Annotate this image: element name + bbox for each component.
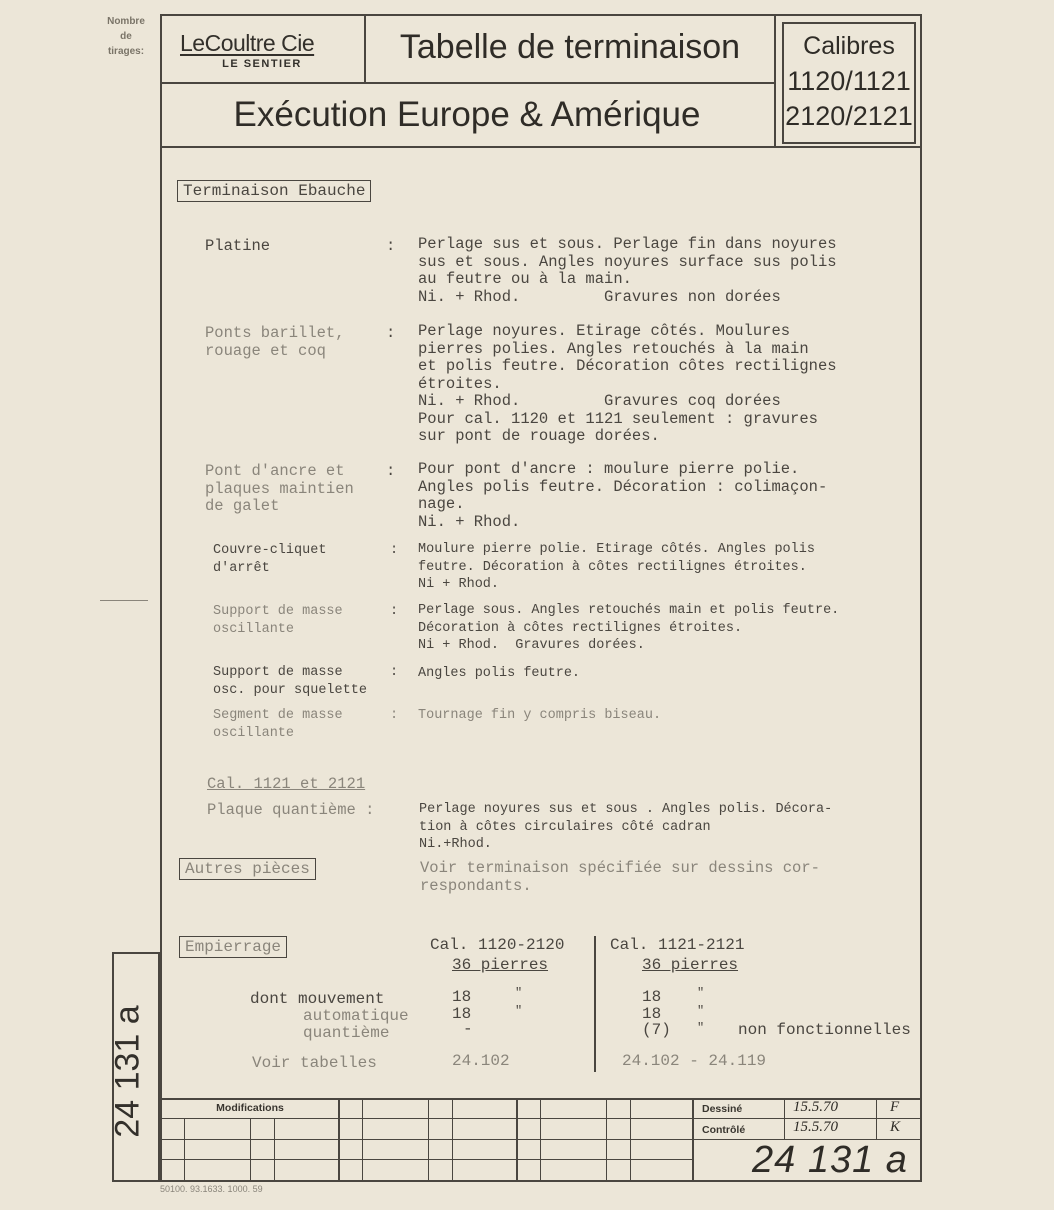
section-text: Perlage sous. Angles retouchés main et polis feutre. Décoration à côtes rectilignes étroites. Ni + Rhod. Gravures dorées.	[418, 603, 840, 653]
footer-col	[876, 1098, 877, 1140]
empierrage-col2-title: Cal. 1121-2121	[610, 936, 745, 954]
section-colon: :	[386, 462, 396, 480]
section-colon: :	[390, 665, 399, 680]
tirages-label: Nombre de tirages:	[107, 16, 145, 57]
section-colon: :	[390, 604, 399, 619]
controle-initial: K	[890, 1119, 901, 1135]
footer-col	[274, 1118, 275, 1182]
section-text: Tournage fin y compris biseau.	[418, 708, 662, 723]
empierrage-cell: 18	[452, 1005, 472, 1023]
margin-tick	[100, 600, 148, 601]
calibres-line-2: 2120/2121	[785, 101, 913, 131]
empierrage-cell: (7)	[642, 1021, 671, 1039]
section-text: Angles polis feutre.	[418, 666, 581, 681]
section-label: Support de masse oscillante	[213, 604, 343, 637]
section-text: Pour pont d'ancre : moulure pierre polie. Angles polis feutre. Décoration : colimaçon- nage. Ni. + Rhod.	[418, 460, 828, 531]
empierrage-heading: Empierrage	[179, 936, 287, 958]
calibres-label: Calibres	[803, 32, 895, 60]
controle-date: 15.5.70	[793, 1119, 838, 1135]
dessine-date: 15.5.70	[793, 1099, 838, 1115]
footer-col	[250, 1118, 251, 1182]
footer-col	[362, 1098, 363, 1182]
empierrage-cell: -	[463, 1020, 473, 1038]
empierrage-row-label: automatique	[303, 1007, 409, 1025]
ebauche-heading: Terminaison Ebauche	[177, 180, 371, 202]
empierrage-row-label: quantième	[303, 1024, 390, 1042]
empierrage-column-divider	[594, 936, 596, 1072]
empierrage-cell: 18	[642, 1005, 662, 1023]
cal1121-heading: Cal. 1121 et 2121	[207, 775, 366, 793]
footer-col	[184, 1118, 185, 1182]
empierrage-note: non fonctionnelles	[738, 1021, 911, 1039]
section-label: Segment de masse oscillante	[213, 708, 343, 741]
footer-col	[692, 1098, 694, 1182]
footer-col	[540, 1098, 541, 1182]
header-divider	[364, 14, 366, 84]
autres-pieces-text: Voir terminaison spécifiée sur dessins cor- respondants.	[420, 859, 820, 895]
section-label: Couvre-cliquet d'arrêt	[213, 543, 327, 576]
section-text: Perlage sus et sous. Perlage fin dans noyures sus et sous. Angles noyures surface sus polis au feutre ou à la main. Ni. + Rhod. Gravures non dorées	[418, 235, 837, 306]
company-logo: LeCoultre Cie	[180, 30, 315, 56]
footer-col	[452, 1098, 453, 1182]
autres-pieces-heading: Autres pièces	[179, 858, 316, 880]
empierrage-col1-subtitle: 36 pierres	[452, 956, 549, 974]
modifications-label: Modifications	[216, 1102, 284, 1114]
footer-col	[338, 1098, 340, 1182]
header-divider	[160, 146, 922, 148]
controle-label: Contrôlé	[702, 1124, 746, 1136]
header-divider	[160, 82, 774, 84]
empierrage-col1-title: Cal. 1120-2120	[430, 936, 565, 954]
empierrage-cell: "	[515, 986, 523, 1000]
footer-col	[784, 1098, 785, 1140]
voir-tabelles-label: Voir tabelles	[252, 1054, 377, 1072]
document-number: 24 131 a	[752, 1139, 908, 1181]
empierrage-col2-subtitle: 36 pierres	[642, 956, 739, 974]
section-text: Perlage noyures. Etirage côtés. Moulures pierres polies. Angles retouchés à la main et polis feutre. Décoration côtes rectilignes étroites. Ni. + Rhod. Gravures coq dorées Pour cal. 1120 et 1121 seulement : gravures sur pont de rouage dorées.	[418, 322, 837, 445]
dessine-initial: F	[890, 1099, 900, 1115]
empierrage-row-label: dont mouvement	[250, 990, 385, 1008]
vertical-document-number: 24 131 a	[108, 1005, 147, 1138]
section-label: Support de masse osc. pour squelette	[213, 665, 367, 698]
section-colon: :	[390, 543, 399, 558]
calibres-line-1: 1120/1121	[787, 66, 911, 96]
section-label: Pont d'ancre et plaques maintien de galet	[205, 462, 354, 515]
tabelle-ref-2: 24.102 - 24.119	[622, 1052, 767, 1070]
section-colon: :	[386, 324, 396, 342]
footer-col	[630, 1098, 631, 1182]
section-text: Moulure pierre polie. Etirage côtés. Angles polis feutre. Décoration à côtes rectilignes étroites. Ni + Rhod.	[418, 542, 815, 592]
dessine-label: Dessiné	[702, 1103, 743, 1115]
footer-col	[516, 1098, 518, 1182]
empierrage-cell: 18	[642, 988, 662, 1006]
section-colon: :	[390, 708, 399, 723]
section-colon: :	[386, 237, 396, 255]
plaque-quantieme-text: Perlage noyures sus et sous . Angles polis. Décora- tion à côtes circulaires côté cadran Ni.+Rhod.	[419, 802, 833, 852]
empierrage-cell: 18	[452, 988, 472, 1006]
empierrage-cell: "	[697, 1004, 705, 1018]
section-label: Platine	[205, 237, 271, 255]
document-title: Tabelle de terminaison	[399, 28, 741, 66]
section-label: Ponts barillet, rouage et coq	[205, 324, 345, 360]
footer-col	[428, 1098, 429, 1182]
footer-rule	[160, 1159, 692, 1160]
company-location: LE SENTIER	[222, 58, 302, 70]
plaque-quantieme-label: Plaque quantième :	[207, 801, 375, 819]
tabelle-ref-1: 24.102	[452, 1052, 510, 1070]
empierrage-cell: "	[697, 986, 705, 1000]
document-subtitle: Exécution Europe & Amérique	[233, 95, 701, 134]
footer-col	[606, 1098, 607, 1182]
empierrage-cell: "	[697, 1021, 705, 1035]
print-code: 50100. 93.1633. 1000. 59	[160, 1184, 263, 1194]
empierrage-cell: "	[515, 1004, 523, 1018]
header-divider	[774, 14, 776, 148]
